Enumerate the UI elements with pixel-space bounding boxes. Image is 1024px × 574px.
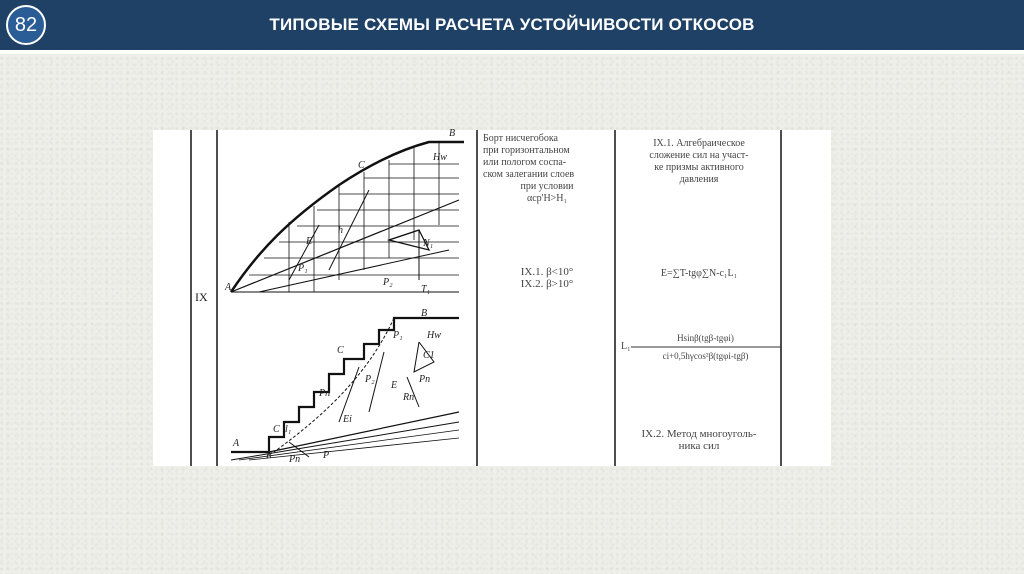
- variant-list: IX.1. β<10° IX.2. β>10°: [520, 266, 574, 290]
- description-text: Борт нисчегобока при горизонтальном или пологом соспа- ском залегании слоев при условии αcp'H>H₁: [483, 133, 575, 204]
- label-B-bottom: B: [421, 308, 428, 319]
- label-Rn-bottom: Rn: [403, 392, 415, 403]
- formula-L-numerator: Hsinβ(tgβ-tgφi): [677, 333, 734, 343]
- label-N1-top: N₁: [423, 238, 434, 249]
- method-1-text: IX.1. Алгебраическое сложение сил на участ- ке призмы активного давления: [649, 138, 749, 185]
- formula-L-fraction-bar: [631, 345, 781, 349]
- label-C-low-bottom: C: [273, 424, 280, 435]
- label-C-bottom: C: [337, 345, 344, 356]
- label-Ei-bottom: Ei: [343, 414, 352, 425]
- label-E-bottom: E: [391, 380, 398, 391]
- label-T1-top: T₁: [421, 284, 431, 295]
- label-P1-top: P₁: [298, 263, 308, 274]
- formula-L-label: L₁: [621, 341, 631, 352]
- label-B-top: B: [449, 128, 456, 139]
- label-Hw-bottom: Hw: [427, 330, 441, 341]
- method-2-text: IX.2. Метод многоуголь- ника сил: [641, 428, 757, 452]
- label-E-top: E: [306, 236, 313, 247]
- row-label: IX: [195, 290, 208, 304]
- header-divider: [0, 50, 1024, 54]
- label-Pn-low-bottom: Pn: [289, 454, 301, 465]
- label-P-bottom: P: [323, 450, 330, 461]
- label-h-top: h: [338, 225, 343, 236]
- scanned-table-figure: [153, 130, 831, 466]
- page-title: ТИПОВЫЕ СХЕМЫ РАСЧЕТА УСТОЙЧИВОСТИ ОТКОСОВ: [269, 15, 755, 34]
- label-R-bottom: R: [266, 450, 273, 461]
- label-C1-bottom: C1: [423, 350, 435, 361]
- label-P2-top: P₂: [383, 277, 393, 288]
- label-l1-bottom: l₁: [285, 424, 292, 435]
- label-A-top: A: [225, 282, 232, 293]
- formula-E: E=∑T-tgφ∑N-c₁L₁: [660, 268, 738, 279]
- label-Hw-top: Hw: [433, 152, 447, 163]
- label-A-bottom: A: [233, 438, 240, 449]
- label-C-top: C: [358, 160, 365, 171]
- formula-L-denominator: ci+0,5hγcos²β(tgφi-tgβ): [662, 351, 749, 361]
- label-P2-bottom: P₂: [365, 374, 375, 385]
- label-Pn-right-bottom: Pn: [419, 374, 431, 385]
- slide-number-badge: 82: [6, 5, 46, 45]
- label-Pn-left-bottom: Pn: [319, 388, 331, 399]
- label-P1-bottom: P₁: [393, 330, 403, 341]
